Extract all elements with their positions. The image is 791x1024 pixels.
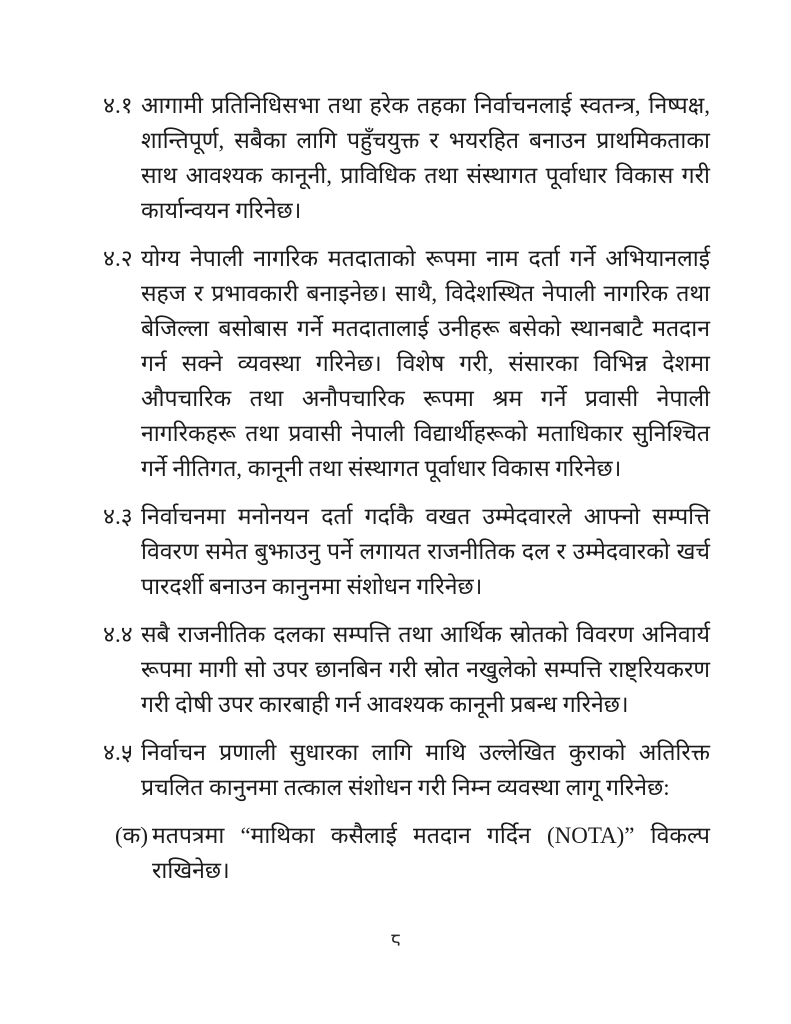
document-body [103,88,710,901]
clause-number: ४.२ [103,246,133,271]
subclause-number: (क) [115,823,148,848]
clause-number: ४.१ [103,93,133,118]
clause-4-5 [103,735,710,805]
clause-text: निर्वाचनमा मनोनयन दर्ता गर्दाकै वखत उम्मेदवारले आफ्नो सम्पत्ति विवरण समेत बुझाउनु पर्ने लगायत राजनीतिक दल र उम्मेदवारको खर्च पारदर्शी बनाउन कानुनमा संशोधन गरिनेछ। [141,504,710,599]
page-number: ८ [390,929,401,951]
clause-number: ४.४ [103,622,133,647]
clause-text: आगामी प्रतिनिधिसभा तथा हरेक तहका निर्वाचनलाई स्वतन्त्र, निष्पक्ष, शान्तिपूर्ण, सबैका लागि पहुँचयुक्त र भयरहित बनाउन प्राथमिकताका साथ आवश्यक कानूनी, प्राविधिक तथा संस्थागत पूर्वाधार विकास गरी कार्यान्वयन गरिनेछ। [141,93,710,223]
clause-text: सबै राजनीतिक दलका सम्पत्ति तथा आर्थिक स्रोतको विवरण अनिवार्य रूपमा मागी सो उपर छानबिन गरी स्रोत नखुलेको सम्पत्ति राष्ट्रियकरण गरी दोषी उपर कारबाही गर्न आवश्यक कानूनी प्रबन्ध गरिनेछ। [141,622,710,717]
clause-text: योग्य नेपाली नागरिक मतदाताको रूपमा नाम दर्ता गर्ने अभियानलाई सहज र प्रभावकारी बनाइनेछ। साथै, विदेशस्थित नेपाली नागरिक तथा बेजिल्ला बसोबास गर्ने मतदातालाई उनीहरू बसेको स्थानबाटै मतदान गर्न सक्ने व्यवस्था गरिनेछ। विशेष गरी, संसारका विभिन्न देशमा औपचारिक तथा अनौपचारिक रूपमा श्रम गर्ने प्रवासी नेपाली नागरिकहरू तथा प्रवासी नेपाली विद्यार्थीहरूको मताधिकार सुनिश्चित गर्ने नीतिगत, कानूनी तथा संस्थागत पूर्वाधार विकास गरिनेछ। [141,246,710,481]
clause-4-2 [103,241,710,486]
clause-text: निर्वाचन प्रणाली सुधारका लागि माथि उल्लेखित कुराको अतिरिक्त प्रचलित कानुनमा तत्काल संशोधन गरी निम्न व्यवस्था लागू गरिनेछ: [141,740,710,800]
subclause-text: मतपत्रमा “माथिका कसैलाई मतदान गर्दिन (NOTA)” विकल्प राखिनेछ। [152,823,710,883]
clause-4-3 [103,499,710,604]
clause-4-1 [103,88,710,228]
clause-number: ४.५ [103,740,133,765]
clause-4-4 [103,617,710,722]
subclause-ka [115,818,710,888]
clause-number: ४.३ [103,504,133,529]
